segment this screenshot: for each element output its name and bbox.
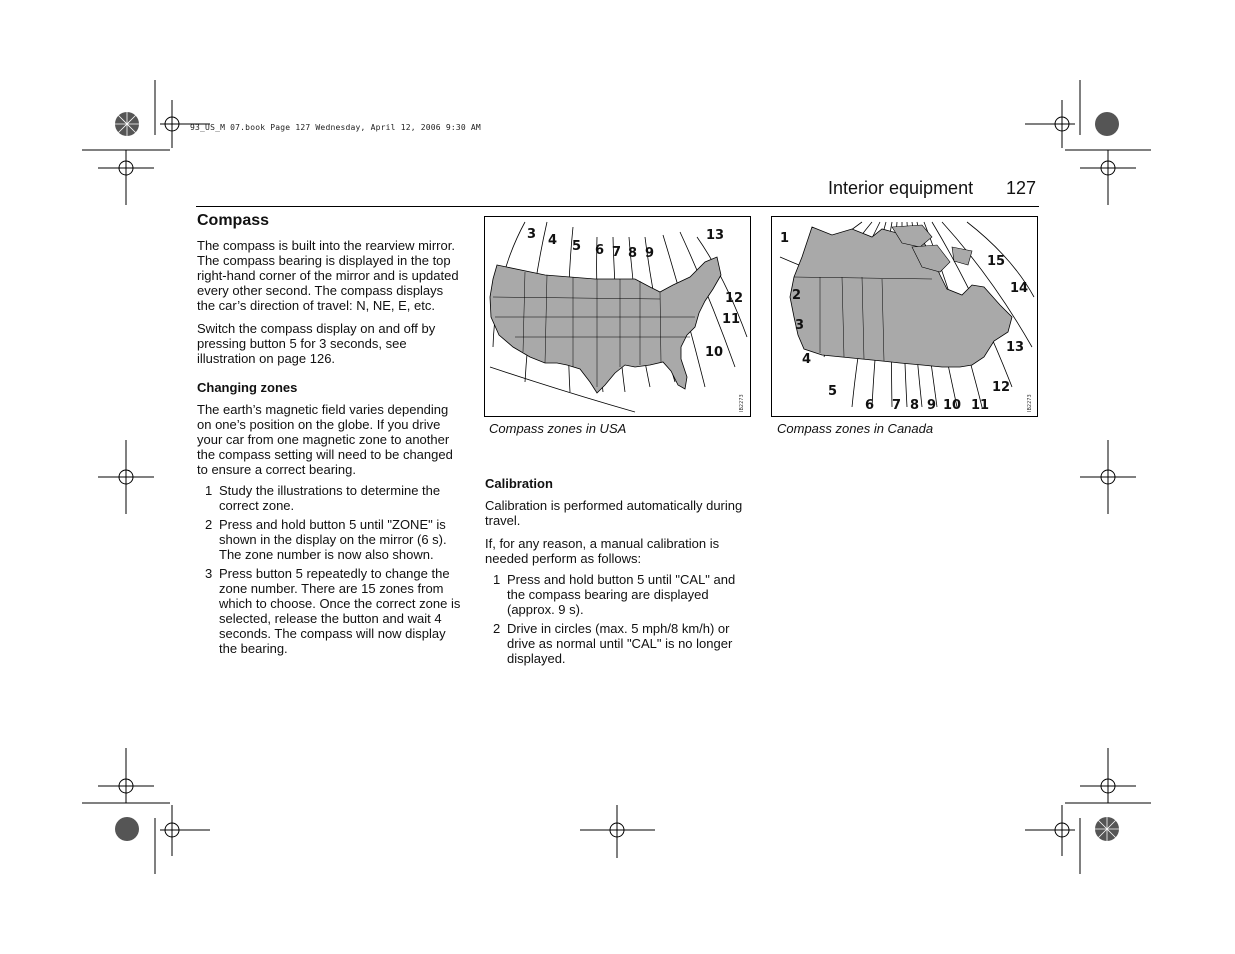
zone-label: 6 [865,398,875,413]
canada-figure-caption: Compass zones in Canada [777,421,934,436]
list-item: 2 Drive in circles (max. 5 mph/8 km/h) or drive as normal until "CAL" is no longer displayed. [493,621,733,666]
zone-label: 2 [792,288,802,303]
calibration-section [485,476,751,670]
zone-label: 6 [595,243,605,258]
section-title: Compass [197,212,270,229]
list-item: 3 Press button 5 repeatedly to change the zone number. There are 15 zones from which to choose. Once the correct zone is selected, release the button and wait 4 seconds. The compass will now display the bearing. [205,566,461,656]
figure-code: IB2273 [739,394,745,412]
page-number: 127 [1006,178,1037,198]
canada-compass-zone-map [771,216,1038,417]
zone-label: 1 [780,231,790,246]
zone-label: 5 [572,239,582,254]
zone-label: 15 [987,254,1006,269]
calibration-paragraph: Calibration is performed automatically during travel. [485,498,743,528]
print-slug: 93_US_M 07.book Page 127 Wednesday, April 12, 2006 9:30 AM [190,123,481,132]
chapter-title: Interior equipment [828,178,974,198]
zone-label: 9 [645,246,655,261]
changing-zones-steps [197,483,463,656]
left-column [197,238,463,660]
zone-label: 9 [927,398,937,413]
zone-label: 13 [706,228,725,243]
calibration-paragraph: If, for any reason, a manual calibration is needed perform as follows: [485,536,720,566]
zone-label: 4 [548,233,558,248]
intro-paragraph: The compass is built into the rearview mirror. The compass bearing is displayed in the top right-hand corner of the mirror and is updated every other second. The compass displays the car’s direction of travel: N, NE, E, etc. [197,238,459,313]
usa-compass-zone-map [484,216,751,417]
header-rule [196,206,1039,207]
zone-label: 8 [910,398,920,413]
zone-label: 7 [612,245,622,260]
calibration-heading: Calibration [485,476,553,491]
changing-zones-heading: Changing zones [197,380,298,395]
zone-label: 5 [828,384,838,399]
intro-paragraph: Switch the compass display on and off by pressing button 5 for 3 seconds, see illustration on page 126. [197,321,436,366]
list-item: 1 Press and hold button 5 until "CAL" and the compass bearing are displayed (approx. 9 s). [493,572,736,617]
zone-label: 3 [527,227,537,242]
figure-code: IB2273 [1027,394,1033,412]
zone-label: 4 [802,352,812,367]
usa-figure-caption: Compass zones in USA [489,421,627,436]
zone-label: 7 [892,398,902,413]
zone-label: 11 [722,312,741,327]
zone-label: 3 [795,318,805,333]
zone-label: 12 [725,291,744,306]
calibration-steps [485,572,751,666]
zone-label: 11 [971,398,990,413]
zone-label: 14 [1010,281,1029,296]
changing-zones-text: The earth’s magnetic field varies depending on one’s position on the globe. If you drive your car from one magnetic zone to another the compass setting will need to be changed to ensure a correct bearing. [197,402,453,477]
list-item: 2 Press and hold button 5 until "ZONE" is shown in the display on the mirror (6 s). The zone number is now also shown. [205,517,447,562]
zone-label: 8 [628,246,638,261]
zone-label: 10 [705,345,724,360]
list-item: 1 Study the illustrations to determine the correct zone. [205,483,441,513]
zone-label: 12 [992,380,1011,395]
zone-label: 13 [1006,340,1025,355]
zone-label: 10 [943,398,962,413]
